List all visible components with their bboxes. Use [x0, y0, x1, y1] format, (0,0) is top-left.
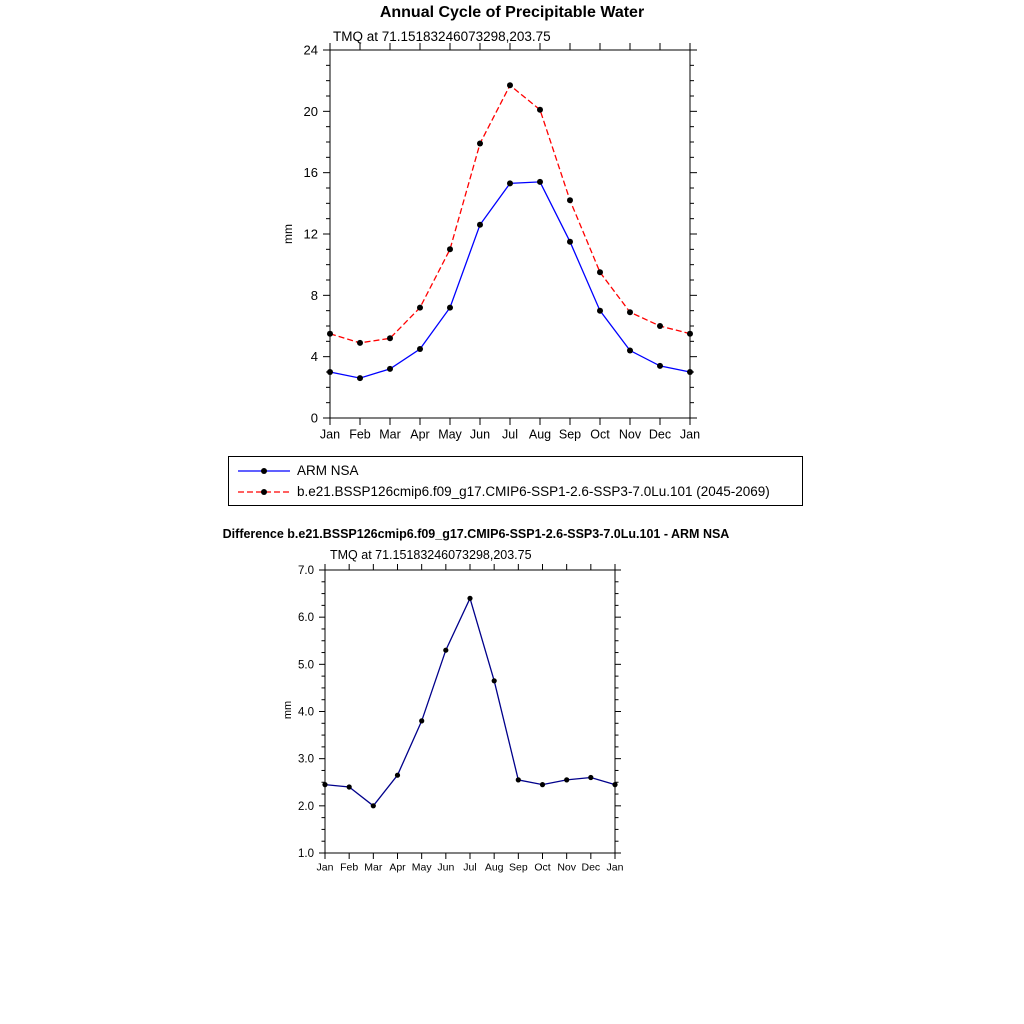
series-point	[597, 269, 603, 275]
main-y-axis-label: mm	[281, 224, 295, 244]
diff-y-axis-label: mm	[282, 700, 295, 720]
series-point	[327, 331, 333, 337]
series-point	[371, 803, 376, 808]
series-point	[447, 246, 453, 252]
y-tick-label: 12	[303, 226, 318, 242]
y-tick-label: 6.0	[298, 612, 314, 625]
y-tick-label: 8	[310, 287, 318, 303]
y-tick-label: 1.0	[298, 848, 314, 861]
series-point	[477, 141, 483, 147]
series-line	[330, 85, 690, 343]
x-tick-label: Jan	[679, 427, 701, 442]
x-tick-label: Aug	[484, 861, 504, 874]
series-line	[330, 182, 690, 378]
series-point	[419, 718, 424, 723]
plot-frame	[325, 570, 615, 853]
series-point	[657, 323, 663, 329]
series-point	[537, 107, 543, 113]
series-point	[657, 363, 663, 369]
main-chart-subtitle: TMQ at 71.15183246073298,203.75	[333, 29, 551, 44]
x-tick-label: May	[411, 861, 432, 874]
x-tick-label: Apr	[410, 427, 430, 442]
x-tick-label: Oct	[590, 427, 610, 442]
series-point	[467, 596, 472, 601]
series-point	[395, 773, 400, 778]
y-tick-label: 3.0	[298, 753, 314, 766]
series-point	[357, 340, 363, 346]
x-tick-label: Nov	[618, 427, 642, 442]
x-tick-label: Nov	[557, 861, 577, 874]
legend-entry	[237, 482, 798, 501]
y-tick-label: 7.0	[298, 565, 314, 578]
x-tick-label: Jun	[469, 427, 491, 442]
series-point	[687, 331, 693, 337]
series-point	[357, 375, 363, 381]
series-point	[567, 197, 573, 203]
legend-line-sample	[237, 465, 291, 477]
series-point	[612, 782, 617, 787]
x-tick-label: Mar	[364, 861, 383, 874]
series-point	[387, 335, 393, 341]
x-tick-label: Sep	[508, 861, 528, 874]
series-point	[516, 777, 521, 782]
legend-entry	[237, 461, 798, 480]
series-point	[567, 239, 573, 245]
x-tick-label: Jan	[316, 861, 334, 874]
y-tick-label: 2.0	[298, 800, 314, 813]
series-point	[387, 366, 393, 372]
x-tick-label: Feb	[349, 427, 371, 442]
x-tick-label: Mar	[379, 427, 401, 442]
y-tick-label: 4.0	[298, 706, 314, 719]
x-tick-label: May	[438, 427, 462, 442]
series-point	[447, 305, 453, 311]
legend-line-sample	[237, 486, 291, 498]
series-point	[537, 179, 543, 185]
diff-chart-title: Difference b.e21.BSSP126cmip6.f09_g17.CMIP6-SSP1-2.6-SSP3-7.0Lu.101 - ARM NSA	[222, 527, 730, 541]
series-point	[347, 784, 352, 789]
series-point	[597, 308, 603, 314]
legend	[228, 456, 803, 506]
y-tick-label: 20	[303, 103, 318, 119]
series-point	[507, 82, 513, 88]
series-point	[687, 369, 693, 375]
x-tick-label: Jan	[319, 427, 341, 442]
x-tick-label: Dec	[648, 427, 672, 442]
x-tick-label: Sep	[558, 427, 582, 442]
x-tick-label: Dec	[581, 861, 601, 874]
x-tick-label: Jul	[463, 861, 477, 874]
legend-entry-label: b.e21.BSSP126cmip6.f09_g17.CMIP6-SSP1-2.6-SSP3-7.0Lu.101 (2045-2069)	[297, 484, 770, 499]
x-tick-label: Jul	[502, 427, 518, 442]
x-tick-label: Jun	[437, 861, 455, 874]
diff-chart-subtitle: TMQ at 71.15183246073298,203.75	[330, 548, 532, 562]
x-tick-label: Apr	[389, 861, 406, 874]
main-chart-title: Annual Cycle of Precipitable Water	[379, 4, 645, 21]
x-tick-label: Aug	[528, 427, 552, 442]
series-point	[327, 369, 333, 375]
series-point	[540, 782, 545, 787]
y-tick-label: 16	[303, 165, 318, 181]
series-line	[325, 598, 615, 806]
y-tick-label: 5.0	[298, 659, 314, 672]
series-point	[564, 777, 569, 782]
x-tick-label: Feb	[340, 861, 359, 874]
series-point	[492, 678, 497, 683]
series-point	[627, 309, 633, 315]
plot-frame	[330, 50, 690, 418]
legend-entry-label: ARM NSA	[297, 463, 359, 478]
series-point	[627, 348, 633, 354]
series-point	[443, 648, 448, 653]
y-tick-label: 4	[310, 349, 318, 365]
series-point	[588, 775, 593, 780]
x-tick-label: Oct	[534, 861, 551, 874]
series-point	[477, 222, 483, 228]
y-tick-label: 0	[310, 410, 318, 426]
x-tick-label: Jan	[606, 861, 624, 874]
series-point	[417, 346, 423, 352]
y-tick-label: 24	[303, 42, 318, 58]
legend-marker	[261, 489, 267, 495]
series-point	[322, 782, 327, 787]
series-point	[507, 180, 513, 186]
series-point	[417, 305, 423, 311]
legend-marker	[261, 468, 267, 474]
